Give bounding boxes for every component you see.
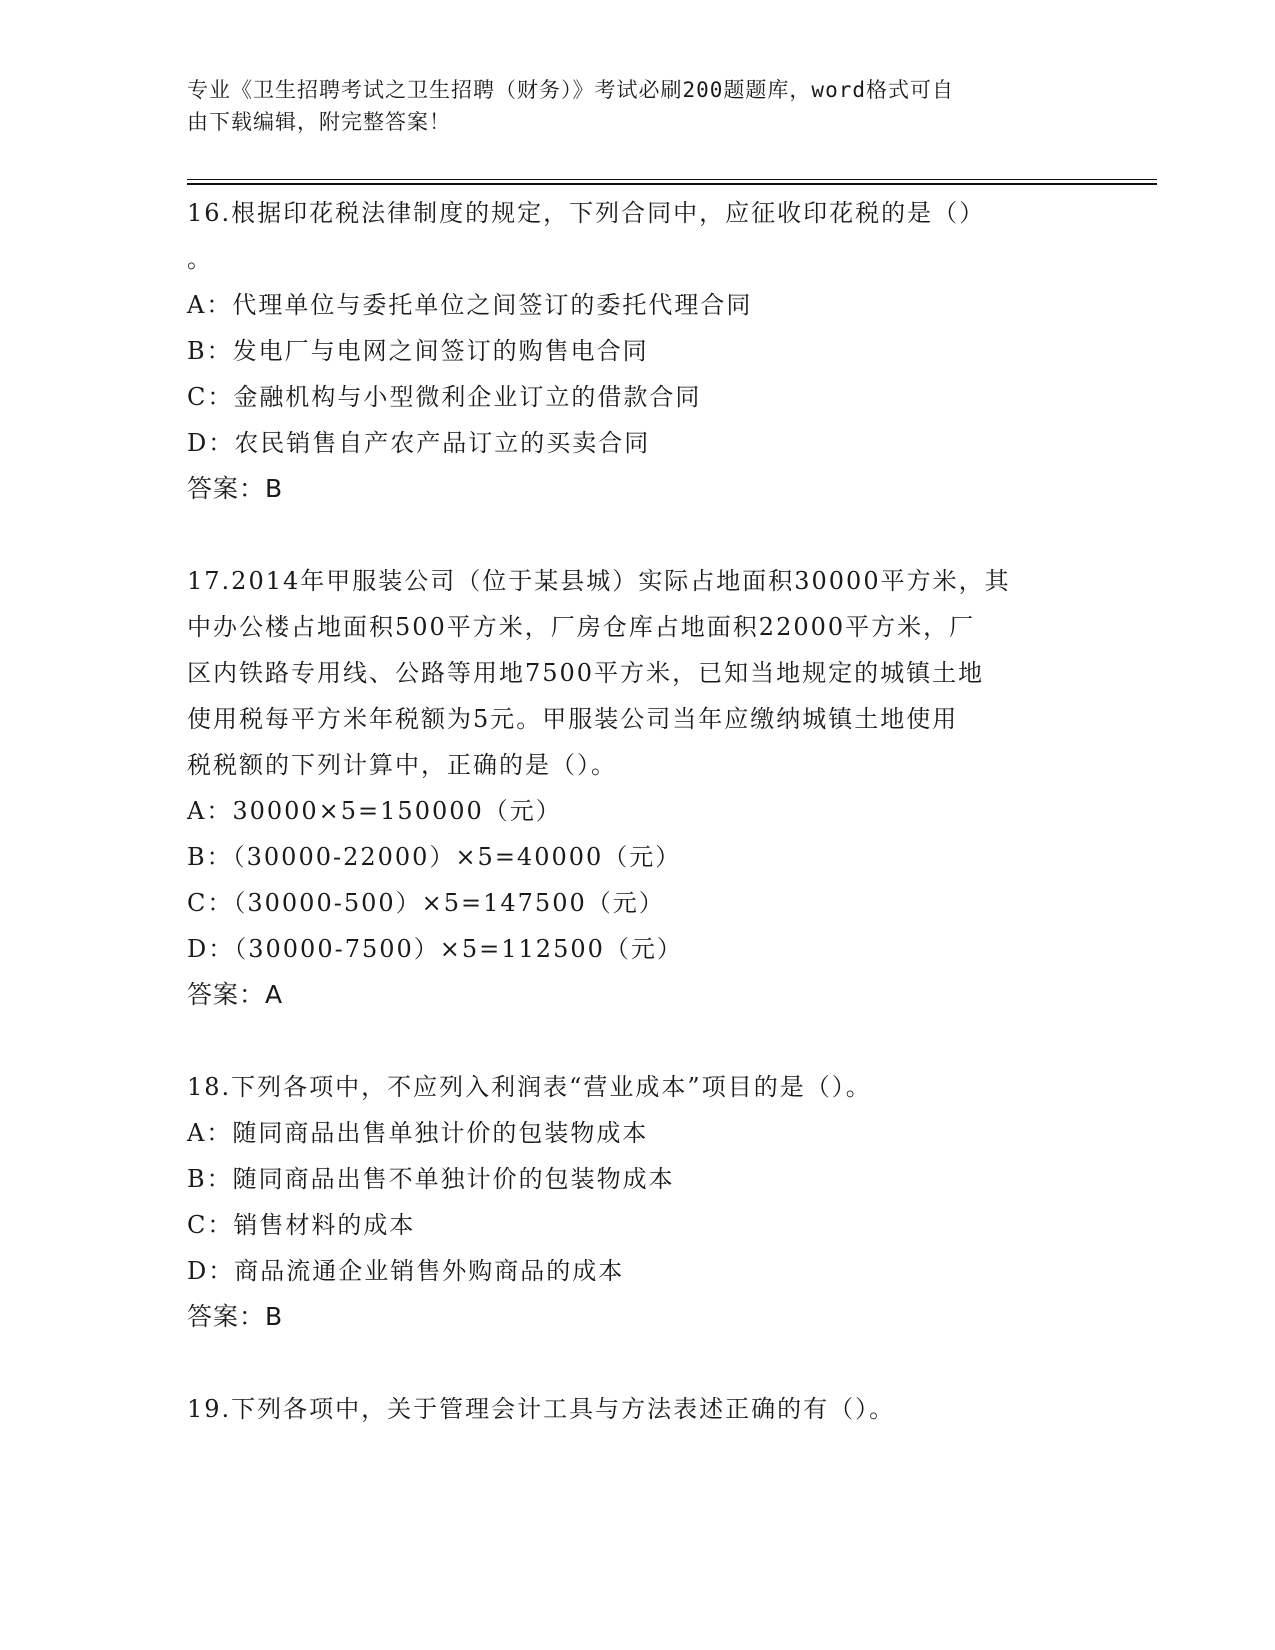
option-a: A：随同商品出售单独计价的包装物成本	[187, 1119, 649, 1147]
question-stem-line: 17.2014年甲服装公司（位于某县城）实际占地面积30000平方米，其	[187, 567, 1011, 595]
question-list	[187, 190, 1087, 1432]
answer: 答案：A	[187, 980, 284, 1009]
question-18	[187, 1064, 1087, 1340]
question-stem-line: 18.下列各项中，不应列入利润表“营业成本”项目的是（）。	[187, 1073, 872, 1101]
option-b: B：（30000-22000）×5=40000（元）	[187, 843, 682, 871]
question-stem-line: 中办公楼占地面积500平方米，厂房仓库占地面积22000平方米，厂	[187, 613, 976, 641]
header-rule-thick	[187, 183, 1157, 185]
spacer	[187, 1340, 1087, 1386]
header-line-2: 由下载编辑，附完整答案！	[187, 110, 451, 134]
question-16	[187, 190, 1087, 512]
option-d: D：商品流通企业销售外购商品的成本	[187, 1257, 625, 1285]
option-d: D：（30000-7500）×5=112500（元）	[187, 935, 683, 963]
question-stem-line: 税税额的下列计算中，正确的是（）。	[187, 751, 617, 779]
question-stem-line: 16.根据印花税法律制度的规定，下列合同中，应征收印花税的是（）	[187, 199, 986, 227]
option-c: C：（30000-500）×5=147500（元）	[187, 889, 665, 917]
document-header	[187, 74, 1087, 138]
option-c: C：销售材料的成本	[187, 1211, 416, 1239]
question-19	[187, 1386, 1087, 1432]
spacer	[187, 512, 1087, 558]
question-17	[187, 558, 1087, 1018]
answer: 答案：B	[187, 1302, 284, 1331]
question-stem-line: 19.下列各项中，关于管理会计工具与方法表述正确的有（）。	[187, 1395, 896, 1423]
spacer	[187, 1018, 1087, 1064]
header-line-1: 专业《卫生招聘考试之卫生招聘（财务）》考试必刷200题题库，word格式可自	[187, 78, 954, 102]
question-stem-line: 。	[187, 245, 213, 273]
option-c: C：金融机构与小型微利企业订立的借款合同	[187, 383, 702, 411]
header-rule-thin	[187, 179, 1157, 180]
answer: 答案：B	[187, 474, 284, 503]
option-d: D：农民销售自产农产品订立的买卖合同	[187, 429, 651, 457]
option-a: A：30000×5=150000（元）	[187, 797, 562, 825]
question-stem-line: 区内铁路专用线、公路等用地7500平方米，已知当地规定的城镇土地	[187, 659, 985, 687]
option-a: A：代理单位与委托单位之间签订的委托代理合同	[187, 291, 753, 319]
option-b: B：发电厂与电网之间签订的购售电合同	[187, 337, 649, 365]
question-stem-line: 使用税每平方米年税额为5元。甲服装公司当年应缴纳城镇土地使用	[187, 705, 959, 733]
option-b: B：随同商品出售不单独计价的包装物成本	[187, 1165, 675, 1193]
